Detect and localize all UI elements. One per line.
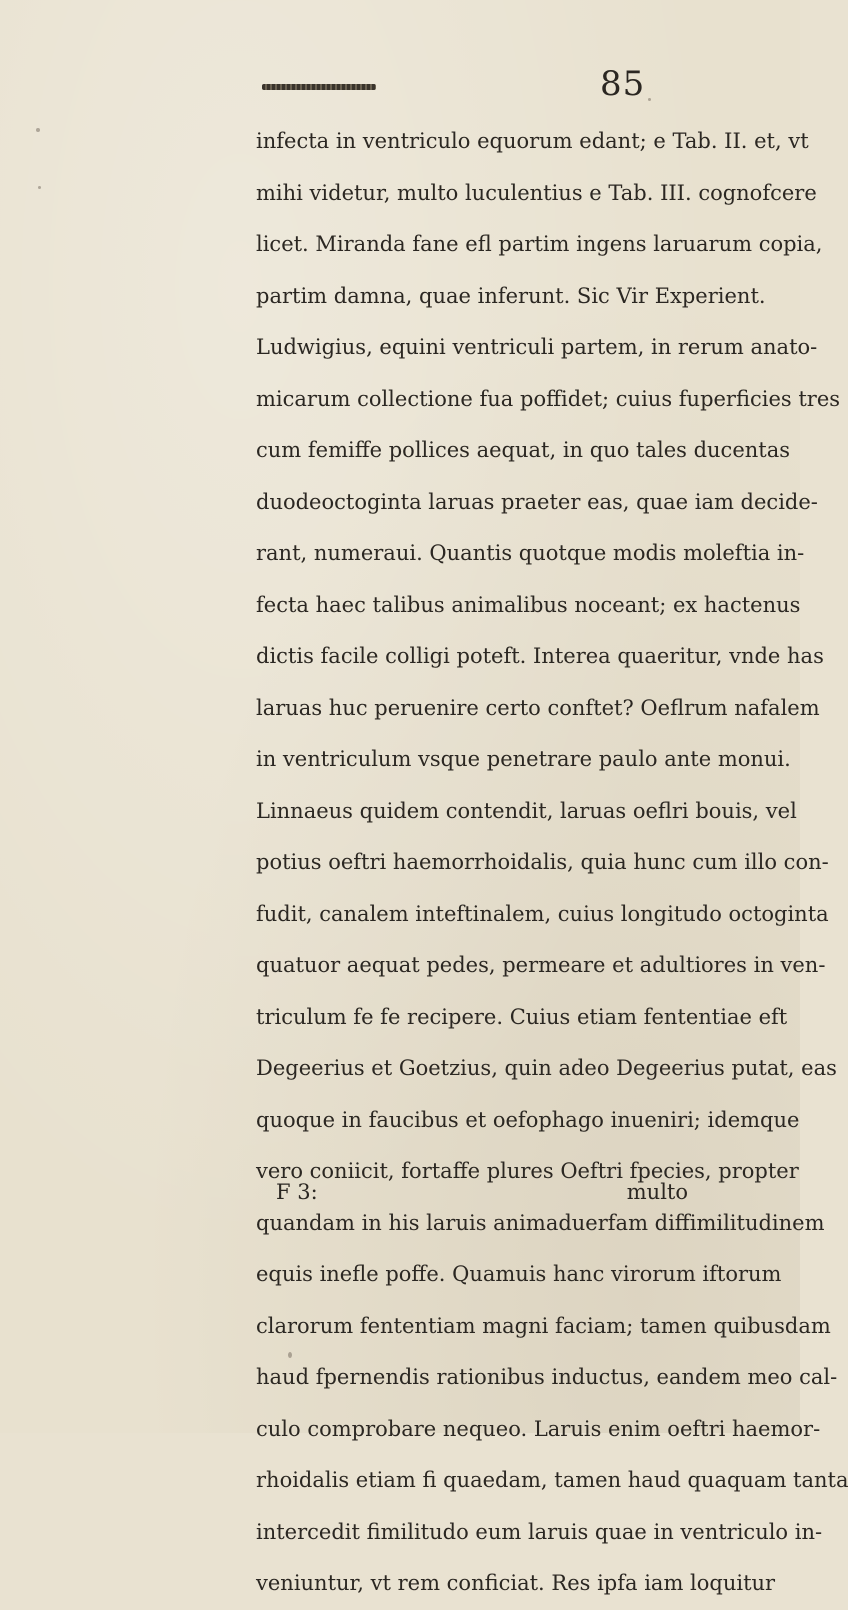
text-line: Degeerius et Goetzius, quin adeo Degeerius putat, eas bbox=[256, 1056, 837, 1080]
header-ornament-rule bbox=[262, 84, 376, 90]
text-line: rhoidalis etiam fi quaedam, tamen haud quaquam tanta bbox=[256, 1468, 848, 1492]
text-line: micarum collectione fua poffidet; cuius fuperficies tres bbox=[256, 386, 841, 411]
text-line: laruas huc peruenire certo conftet? Oeflrum nafalem bbox=[256, 695, 820, 720]
text-line: cum femiffe pollices aequat, in quo tales ducentas bbox=[256, 438, 791, 462]
signature-catchword-line bbox=[258, 1180, 728, 1204]
text-line: fudit, canalem inteftinalem, cuius longitudo octoginta bbox=[256, 901, 829, 926]
text-line: intercedit fimilitudo eum laruis quae in ventriculo in- bbox=[256, 1519, 823, 1544]
page-number: 85 bbox=[600, 64, 646, 104]
paper-speck bbox=[38, 186, 41, 189]
text-line: Ludwigius, equini ventriculi partem, in rerum anato- bbox=[256, 335, 818, 359]
text-line: infecta in ventriculo equorum edant; e Tab. II. et, vt bbox=[256, 129, 809, 153]
text-line: dictis facile colligi poteft. Interea quaeritur, vnde has bbox=[256, 644, 824, 668]
text-line: in ventriculum vsque penetrare paulo ante monui. bbox=[256, 747, 791, 771]
catchword: multo bbox=[626, 1180, 688, 1204]
paper-speck bbox=[648, 98, 651, 101]
text-line: partim damna, quae inferunt. Sic Vir Experient. bbox=[256, 283, 766, 308]
text-line: quatuor aequat pedes, permeare et adultiores in ven- bbox=[256, 953, 826, 977]
text-line: potius oeftri haemorrhoidalis, quia hunc cum illo con- bbox=[256, 850, 829, 874]
text-line: licet. Miranda fane efl partim ingens laruarum copia, bbox=[256, 232, 823, 256]
text-line: equis inefle poffe. Quamuis hanc virorum iftorum bbox=[256, 1262, 782, 1286]
text-line: fecta haec talibus animalibus noceant; ex hactenus bbox=[256, 592, 801, 617]
text-line: haud fpernendis rationibus inductus, eandem meo cal- bbox=[256, 1365, 838, 1389]
text-line: vero coniicit, fortaffe plures Oeftri fpecies, propter bbox=[256, 1159, 799, 1183]
text-line: veniuntur, vt rem conficiat. Res ipfa iam loquitur bbox=[256, 1571, 776, 1595]
text-line: duodeoctoginta laruas praeter eas, quae iam decide- bbox=[256, 489, 818, 514]
text-line: quandam in his laruis animaduerfam diffimilitudinem bbox=[256, 1210, 825, 1235]
text-line: clarorum fententiam magni faciam; tamen quibusdam bbox=[256, 1313, 831, 1338]
signature-mark: F 3: bbox=[276, 1180, 318, 1204]
paper-speck bbox=[36, 128, 40, 132]
text-line: Linnaeus quidem contendit, laruas oeflri bouis, vel bbox=[256, 798, 797, 823]
text-line: rant, numeraui. Quantis quotque modis moleftia in- bbox=[256, 541, 805, 565]
text-line: culo comprobare nequeo. Laruis enim oeftri haemor- bbox=[256, 1416, 821, 1441]
body-text bbox=[256, 116, 848, 1610]
text-line: triculum fe fe recipere. Cuius etiam fententiae eft bbox=[256, 1004, 788, 1029]
text-line: mihi videtur, multo luculentius e Tab. III. cognofcere bbox=[256, 180, 817, 205]
text-line: quoque in faucibus et oefophago inueniri; idemque bbox=[256, 1107, 800, 1132]
paper-speck bbox=[288, 1352, 292, 1358]
